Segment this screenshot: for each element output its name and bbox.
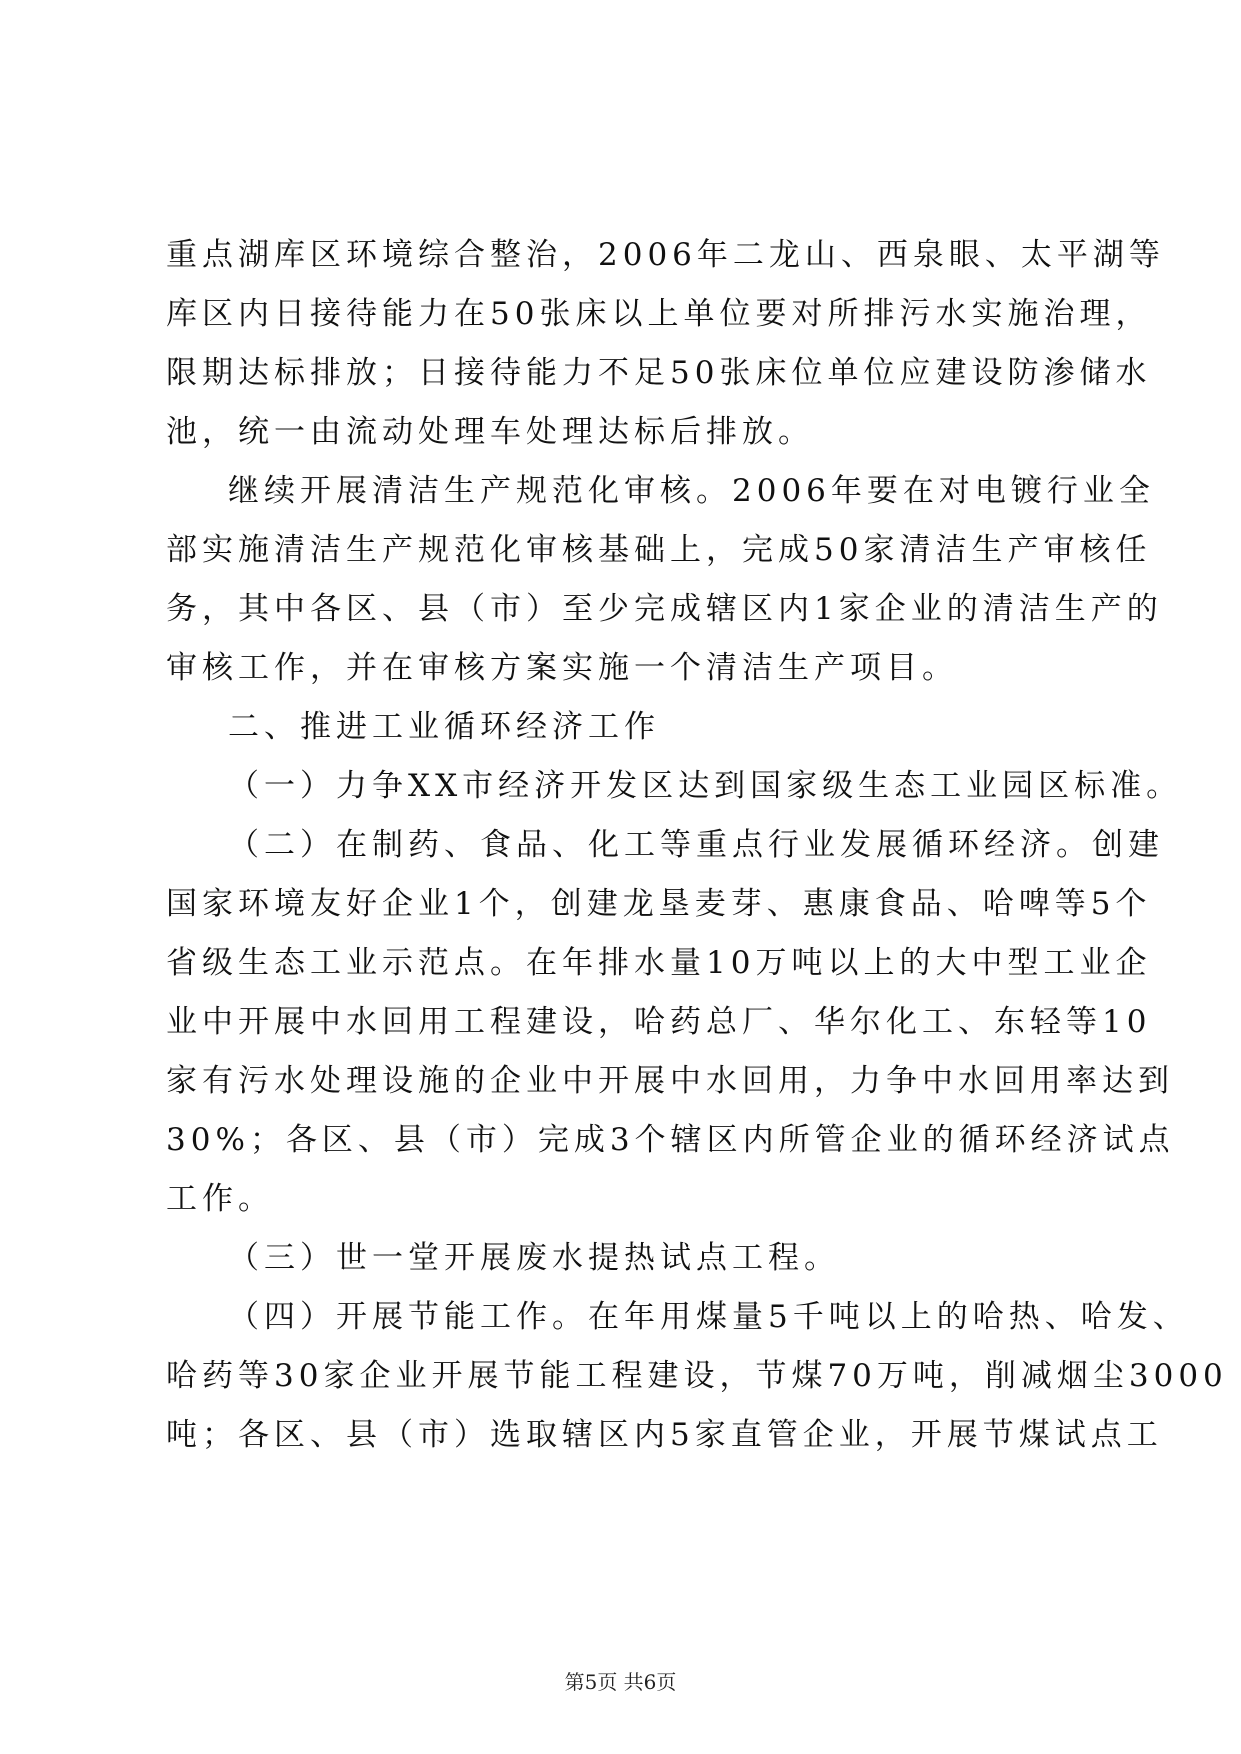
page-number: 第5页 共6页 <box>564 1670 677 1694</box>
paragraph <box>166 1229 1076 1288</box>
paragraph <box>166 226 1165 462</box>
text-line: 部实施清洁生产规范化审核基础上，完成50家清洁生产审核任 <box>166 532 1152 568</box>
text-line: 业中开展中水回用工程建设，哈药总厂、华尔化工、东轻等10 <box>166 1004 1152 1040</box>
document-body <box>166 226 1228 1465</box>
text-line: （二）在制药、食品、化工等重点行业发展循环经济。创建 <box>228 827 1164 863</box>
paragraph <box>166 757 1183 816</box>
paragraph <box>166 816 1175 1229</box>
text-line: 继续开展清洁生产规范化审核。2006年要在对电镀行业全 <box>228 473 1155 509</box>
text-line: 池，统一由流动处理车处理达标后排放。 <box>166 414 814 450</box>
text-line: 重点湖库区环境综合整治，2006年二龙山、西泉眼、太平湖等 <box>166 237 1165 273</box>
text-line: 省级生态工业示范点。在年排水量10万吨以上的大中型工业企 <box>166 945 1152 981</box>
text-line: 家有污水处理设施的企业中开展中水回用，力争中水回用率达到 <box>166 1063 1174 1099</box>
paragraph <box>166 1288 1228 1465</box>
text-line: 限期达标排放；日接待能力不足50张床位单位应建设防渗储水 <box>166 355 1152 391</box>
text-line: 吨；各区、县（市）选取辖区内5家直管企业，开展节煤试点工 <box>166 1417 1163 1453</box>
paragraph <box>166 462 1163 698</box>
text-line: 库区内日接待能力在50张床以上单位要对所排污水实施治理， <box>166 296 1152 332</box>
text-line: （三）世一堂开展废水提热试点工程。 <box>228 1240 840 1276</box>
text-line: 工作。 <box>166 1181 274 1217</box>
text-line: 务，其中各区、县（市）至少完成辖区内1家企业的清洁生产的 <box>166 591 1163 627</box>
text-line: （一）力争XX市经济开发区达到国家级生态工业园区标准。 <box>228 768 1183 804</box>
text-line: 二、推进工业循环经济工作 <box>228 709 660 745</box>
text-line: 哈药等30家企业开展节能工程建设，节煤70万吨，削减烟尘3000 <box>166 1358 1228 1394</box>
text-line: 国家环境友好企业1个，创建龙垦麦芽、惠康食品、哈啤等5个 <box>166 886 1152 922</box>
text-line: 审核工作，并在审核方案实施一个清洁生产项目。 <box>166 650 958 686</box>
text-line: （四）开展节能工作。在年用煤量5千吨以上的哈热、哈发、 <box>228 1299 1189 1335</box>
section-heading <box>166 698 1076 757</box>
text-line: 30%；各区、县（市）完成3个辖区内所管企业的循环经济试点 <box>166 1122 1175 1158</box>
